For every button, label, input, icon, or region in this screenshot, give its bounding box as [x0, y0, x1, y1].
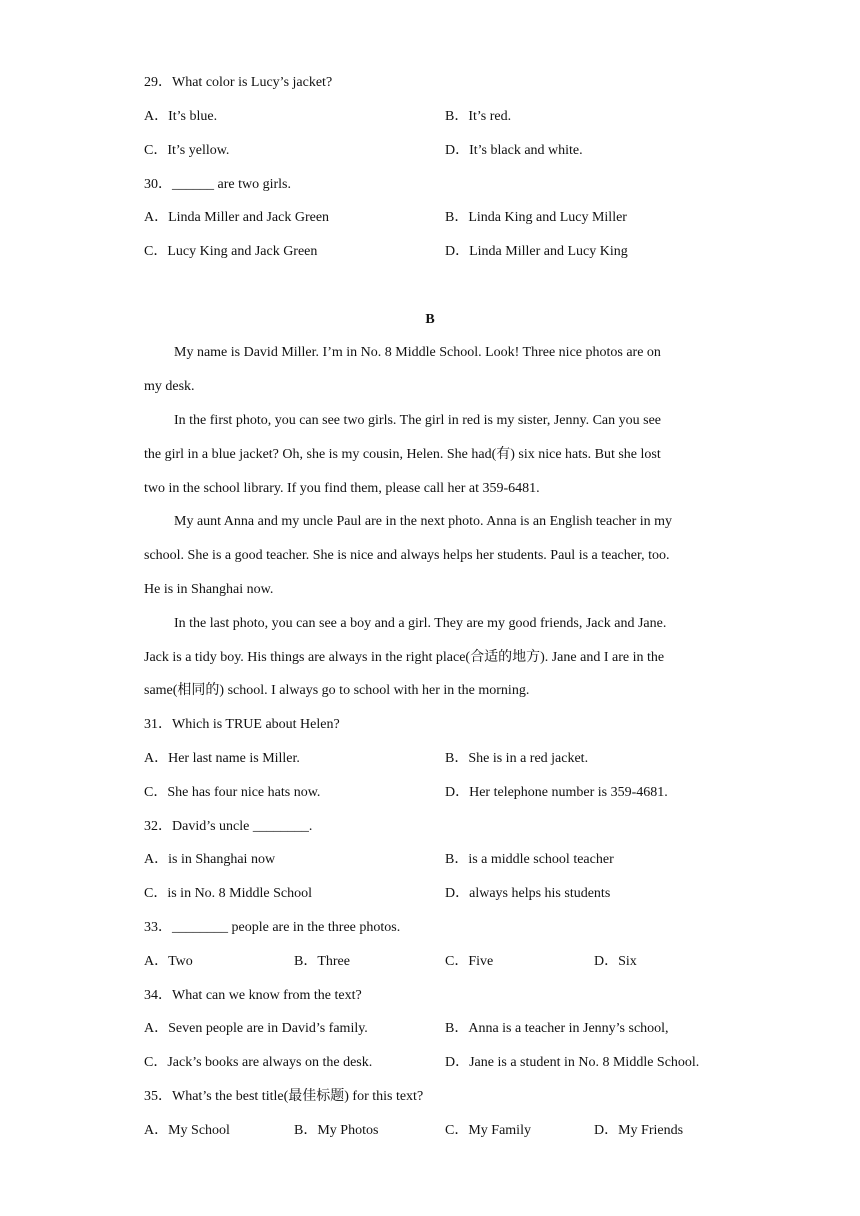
question-29-option-b: B．It’s red.: [445, 109, 512, 124]
passage-line: the girl in a blue jacket? Oh, she is my cousin, Helen. She had(有) six nice hats. But she lost: [144, 447, 661, 462]
question-29-option-a: A．It’s blue.: [144, 109, 218, 124]
question-32-option-d: D．always helps his students: [445, 886, 611, 901]
question-30-option-c: C．Lucy King and Jack Green: [144, 244, 318, 259]
passage-line: My aunt Anna and my uncle Paul are in the next photo. Anna is an English teacher in my: [174, 514, 673, 529]
question-34-option-b: B．Anna is a teacher in Jenny’s school,: [445, 1021, 669, 1036]
question-30-stem: 30．______ are two girls.: [144, 177, 291, 192]
question-33-option-c: C．Five: [445, 954, 494, 969]
passage-line: my desk.: [144, 379, 195, 394]
question-34-stem: 34．What can we know from the text?: [144, 988, 362, 1003]
question-34-option-d: D．Jane is a student in No. 8 Middle School.: [445, 1055, 700, 1070]
question-29-option-c: C．It’s yellow.: [144, 143, 230, 158]
question-32-option-c: C．is in No. 8 Middle School: [144, 886, 313, 901]
passage-line: two in the school library. If you find them, please call her at 359-6481.: [144, 481, 540, 496]
section-heading: B: [425, 312, 435, 327]
passage-line: same(相同的) school. I always go to school with her in the morning.: [144, 683, 530, 698]
question-31-option-c: C．She has four nice hats now.: [144, 785, 321, 800]
question-29-stem: 29．What color is Lucy’s jacket?: [144, 75, 333, 90]
passage-line: My name is David Miller. I’m in No. 8 Middle School. Look! Three nice photos are on: [174, 345, 661, 360]
question-32-option-b: B．is a middle school teacher: [445, 852, 614, 867]
question-30-option-b: B．Linda King and Lucy Miller: [445, 210, 627, 225]
question-31-stem: 31．Which is TRUE about Helen?: [144, 717, 340, 732]
question-33-option-a: A．Two: [144, 954, 193, 969]
passage-line: He is in Shanghai now.: [144, 582, 274, 597]
question-31-option-d: D．Her telephone number is 359-4681.: [445, 785, 668, 800]
question-35-option-a: A．My School: [144, 1123, 230, 1138]
question-34-option-c: C．Jack’s books are always on the desk.: [144, 1055, 373, 1070]
question-33-option-d: D．Six: [594, 954, 637, 969]
question-32-option-a: A．is in Shanghai now: [144, 852, 276, 867]
question-34-option-a: A．Seven people are in David’s family.: [144, 1021, 368, 1036]
question-29-option-d: D．It’s black and white.: [445, 143, 583, 158]
question-33-option-b: B．Three: [294, 954, 350, 969]
question-30-option-a: A．Linda Miller and Jack Green: [144, 210, 330, 225]
question-35-option-c: C．My Family: [445, 1123, 531, 1138]
question-32-stem: 32．David’s uncle ________.: [144, 819, 313, 834]
question-35-stem: 35．What’s the best title(最佳标题) for this text?: [144, 1089, 424, 1104]
passage-line: In the last photo, you can see a boy and a girl. They are my good friends, Jack and Jane.: [174, 616, 667, 631]
passage-line: Jack is a tidy boy. His things are always in the right place(合适的地方). Jane and I are in the: [144, 650, 665, 665]
passage-line: school. She is a good teacher. She is nice and always helps her students. Paul is a teacher, too.: [144, 548, 670, 563]
question-35-option-d: D．My Friends: [594, 1123, 684, 1138]
passage-line: In the first photo, you can see two girls. The girl in red is my sister, Jenny. Can you see: [174, 413, 662, 428]
question-33-stem: 33．________ people are in the three photos.: [144, 920, 401, 935]
question-31-option-b: B．She is in a red jacket.: [445, 751, 589, 766]
question-31-option-a: A．Her last name is Miller.: [144, 751, 300, 766]
question-30-option-d: D．Linda Miller and Lucy King: [445, 244, 628, 259]
question-35-option-b: B．My Photos: [294, 1123, 379, 1138]
